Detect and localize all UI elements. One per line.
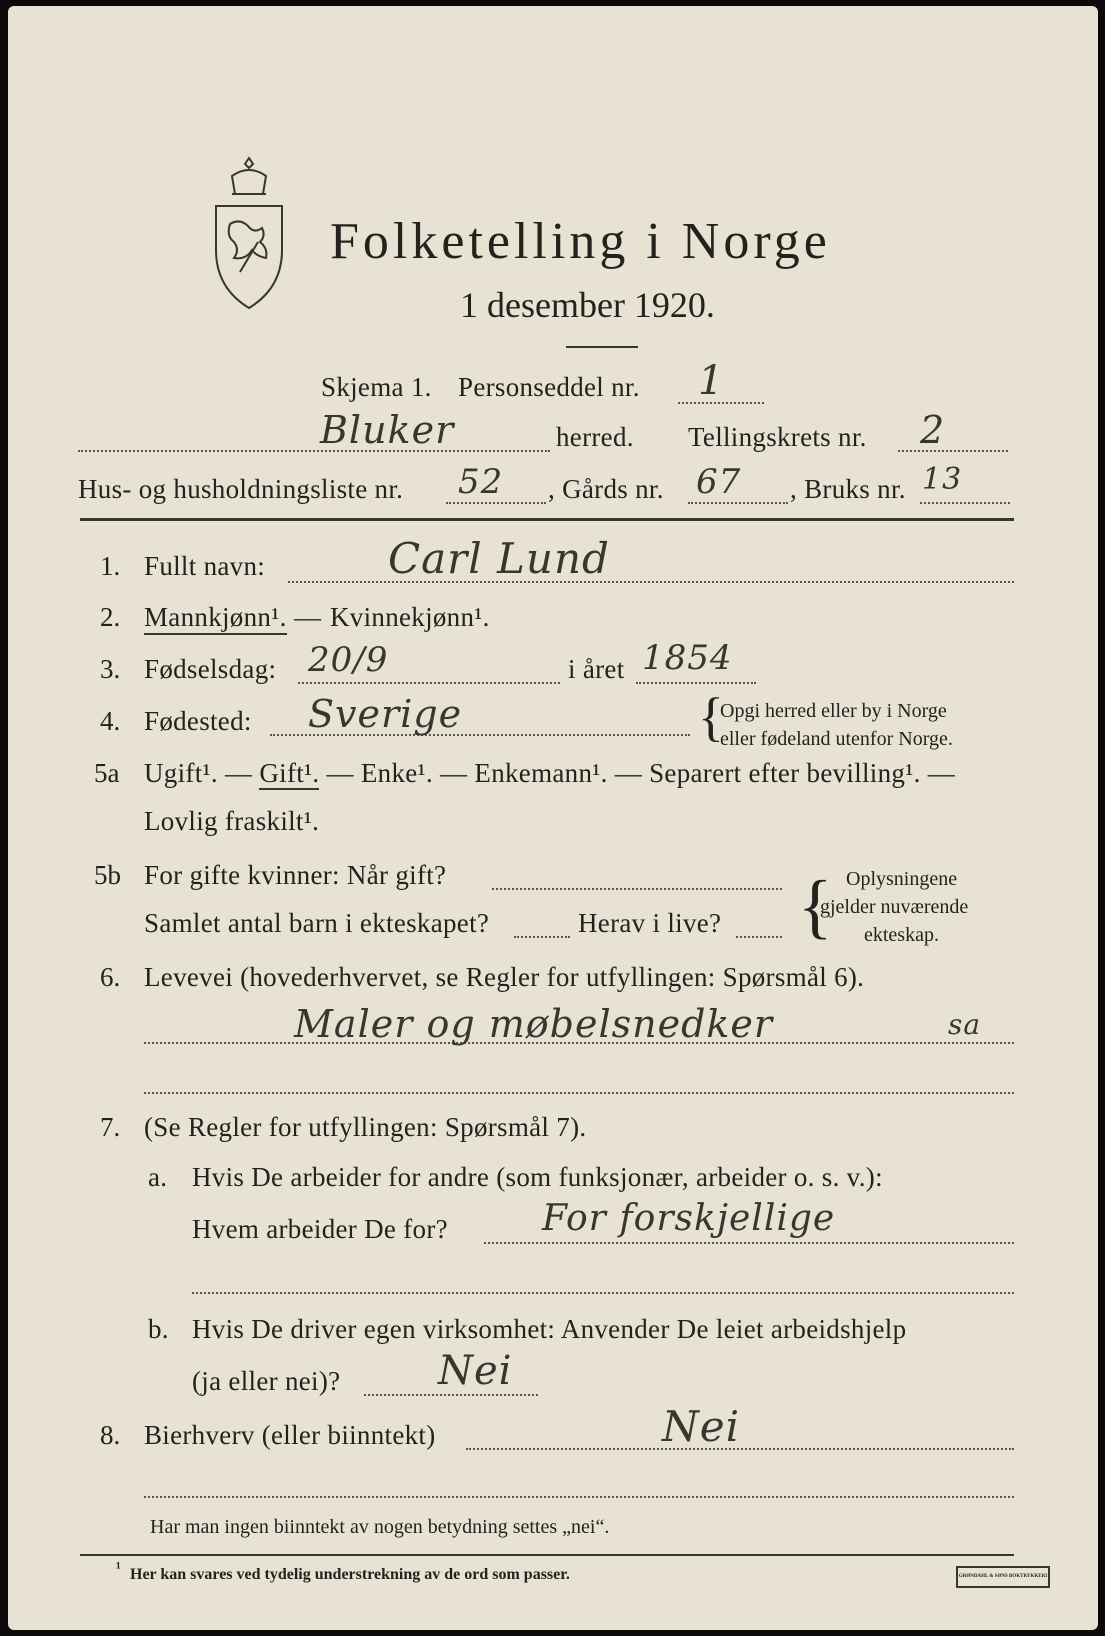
personseddel-value[interactable]: 1 xyxy=(698,358,725,404)
printer-stamp-text: GRØNDAHL & SØNS BOKTRYKKERI xyxy=(958,1574,1048,1579)
q5b-line-2a-field xyxy=(514,936,570,938)
gards-line xyxy=(688,502,788,504)
q1-value[interactable]: Carl Lund xyxy=(388,534,610,583)
q4-note-2: eller fødeland utenfor Norge. xyxy=(720,728,953,750)
q6-line-2 xyxy=(144,1092,1014,1094)
q7b-question: (ja eller nei)? xyxy=(192,1366,341,1396)
gards-label: , Gårds nr. xyxy=(548,474,664,504)
bruks-label: , Bruks nr. xyxy=(790,474,906,504)
q6-label: Levevei (hovederhvervet, se Regler for utfyllingen: Spørsmål 6). xyxy=(144,962,865,992)
q5b-note-2: gjelder nuværende xyxy=(820,896,969,918)
title-divider xyxy=(566,346,638,348)
q6-number: 6. xyxy=(100,962,121,992)
q8-value[interactable]: Nei xyxy=(662,1402,741,1451)
footer-rule xyxy=(80,1554,1014,1556)
liste-label: Hus- og husholdningsliste nr. xyxy=(78,474,404,504)
footnote: Her kan svares ved tydelig understrekning av de ord som passer. xyxy=(130,1566,570,1583)
footnote-mark: ¹ xyxy=(116,1560,121,1577)
q1-number: 1. xyxy=(100,551,121,581)
q5a-line-2[interactable]: Lovlig fraskilt¹. xyxy=(144,806,320,836)
tellingskrets-line xyxy=(898,450,1008,452)
q7b-line xyxy=(364,1394,538,1396)
schema-label: Skjema 1. xyxy=(321,372,432,402)
q1-label: Fullt navn: xyxy=(144,551,266,581)
q5b-line-2b-field xyxy=(736,936,782,938)
q3-number: 3. xyxy=(100,654,121,684)
q5a-number: 5a xyxy=(94,758,120,788)
q5b-number: 5b xyxy=(94,860,121,890)
gards-value[interactable]: 67 xyxy=(696,462,742,502)
herred-line xyxy=(78,450,550,452)
norwegian-lion-crest-icon xyxy=(206,154,292,314)
q6-value[interactable]: Maler og møbelsnedker xyxy=(294,1002,774,1046)
census-date: 1 desember 1920. xyxy=(460,285,715,325)
q7a-line-2 xyxy=(192,1292,1014,1294)
q8-label: Bierhverv (eller biinntekt) xyxy=(144,1420,436,1450)
q5b-note-1: Oplysningene xyxy=(846,868,958,890)
q2-male[interactable]: Mannkjønn¹. xyxy=(144,602,287,635)
bruks-value[interactable]: 13 xyxy=(922,462,963,497)
q5a-line-1 xyxy=(144,758,955,789)
q3-line xyxy=(298,682,560,684)
q7a-letter: a. xyxy=(148,1162,168,1192)
tellingskrets-value[interactable]: 2 xyxy=(920,408,946,452)
liste-value[interactable]: 52 xyxy=(458,462,504,502)
q3-year-value[interactable]: 1854 xyxy=(642,638,733,678)
q7b-text: Hvis De driver egen virksomhet: Anvender De leiet arbeidshjelp xyxy=(192,1314,907,1344)
q7b-value[interactable]: Nei xyxy=(438,1348,513,1394)
q5a-rest[interactable]: — Enke¹. — Enkemann¹. — Separert efter bevilling¹. — xyxy=(319,758,955,788)
q6-value-suffix[interactable]: sa xyxy=(948,1008,982,1041)
q5b-line-2a: Samlet antal barn i ekteskapet? xyxy=(144,908,490,938)
q2-female[interactable]: Kvinnekjønn¹. xyxy=(330,602,490,632)
herred-value[interactable]: Bluker xyxy=(320,408,455,452)
form-title: Folketelling i Norge xyxy=(330,213,831,270)
q5b-line-1: For gifte kvinner: Når gift? xyxy=(144,860,447,890)
personseddel-label: Personseddel nr. xyxy=(458,372,640,402)
q4-note-brace: { xyxy=(698,687,724,747)
q7b-letter: b. xyxy=(148,1314,169,1344)
footer-note: Har man ingen biinntekt av nogen betydning settes „nei“. xyxy=(150,1516,610,1538)
q3-year-line xyxy=(636,682,756,684)
q5b-note-3: ekteskap. xyxy=(864,924,939,946)
q3-year-label: i året xyxy=(568,654,625,684)
q7a-value[interactable]: For forskjellige xyxy=(542,1198,836,1239)
census-form xyxy=(8,6,1098,1630)
q4-number: 4. xyxy=(100,706,121,736)
q8-number: 8. xyxy=(100,1420,121,1450)
q5b-line-1-field xyxy=(492,888,782,890)
q5b-note-brace: { xyxy=(798,866,833,946)
q7a-text: Hvis De arbeider for andre (som funksjonær, arbeider o. s. v.): xyxy=(192,1162,883,1192)
tellingskrets-label: Tellingskrets nr. xyxy=(688,422,867,452)
q2-separator: — xyxy=(294,602,322,632)
header-rule xyxy=(80,518,1014,521)
q4-value[interactable]: Sverige xyxy=(308,692,463,736)
q5a-gift[interactable]: Gift¹. xyxy=(259,758,320,788)
q7a-question: Hvem arbeider De for? xyxy=(192,1214,448,1244)
q8-line-2 xyxy=(144,1496,1014,1498)
herred-label: herred. xyxy=(556,422,634,452)
q2-number: 2. xyxy=(100,602,121,632)
liste-line xyxy=(446,502,546,504)
q7-number: 7. xyxy=(100,1112,121,1142)
q3-value[interactable]: 20/9 xyxy=(308,640,389,680)
printer-stamp xyxy=(956,1566,1050,1588)
q5b-line-2b: Herav i live? xyxy=(578,908,722,938)
q7-label: (Se Regler for utfyllingen: Spørsmål 7). xyxy=(144,1112,587,1142)
bruks-line xyxy=(920,502,1010,504)
q4-label: Fødested: xyxy=(144,706,252,736)
q7a-line-1 xyxy=(484,1242,1014,1244)
q4-note-1: Opgi herred eller by i Norge xyxy=(720,700,947,722)
q5a-ugift[interactable]: Ugift¹. — xyxy=(144,758,260,788)
q3-label: Fødselsdag: xyxy=(144,654,277,684)
